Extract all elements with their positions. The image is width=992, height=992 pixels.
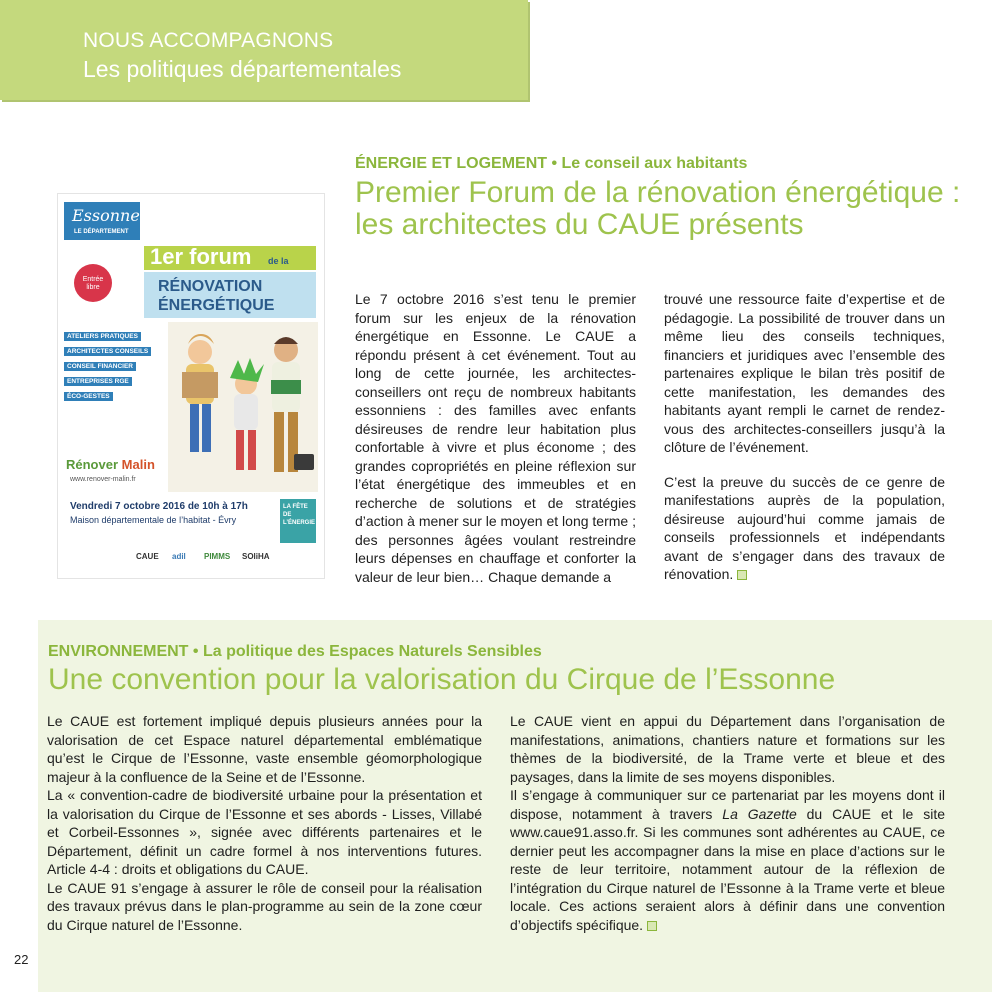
article2-paragraph-end — [510, 786, 945, 934]
article2-column2 — [510, 712, 945, 934]
logo-subtext: LE DÉPARTEMENT — [74, 229, 129, 235]
forum-poster-image — [57, 193, 325, 579]
essonne-logo — [64, 202, 140, 240]
page-number: 22 — [14, 952, 29, 967]
poster-url: www.renover-malin.fr — [70, 476, 136, 483]
article2-paragraph: La « convention-cadre de biodiversité urbaine pour la présentation et la valorisation du Cirque de l’Essonne et ses abords - Lisses, Villabé et Corbeil-Essonnes », signée avec différents partenaires et le Département, définit un cadre formel à nos interventions futures. Article 4-4 : droits et obligations du CAUE. — [47, 787, 482, 877]
badge-text: Entrée — [82, 276, 104, 283]
poster-tag: ATELIERS PRATIQUES — [64, 332, 141, 341]
fete-text: LA FÊTE DE L’ÉNERGIE — [283, 504, 316, 526]
gazette-title: La Gazette — [722, 805, 797, 822]
section-subtitle: Les politiques départementales — [83, 56, 402, 82]
partner-logo: SOliHA — [242, 552, 270, 561]
article2-column1 — [47, 712, 482, 934]
article2-kicker: ENVIRONNEMENT • La politique des Espaces Naturels Sensibles — [48, 643, 542, 660]
poster-reno-line: ÉNERGÉTIQUE — [158, 297, 275, 314]
article2-paragraph: Le CAUE est fortement impliqué depuis plusieurs années pour la valorisation de cet Espace naturel départemental emblématique qu’est le Cirque de l’Essonne, vaste ensemble géomorphologique majeur à la confluence de la Seine et de l’Essonne. — [47, 713, 482, 785]
article1-title-line2: les architectes du CAUE présents — [355, 208, 804, 241]
article2-text: du CAUE et le site www.caue91.asso.fr. Si les communes sont adhérentes au CAUE, ce dernier peut les accompagner dans la mise en place d’actions sur le reste de leur territoire, notamment autour de la réflexion de l’intégration du Cirque naturel de l’Essonne à la Trame verte et bleue locale. Ces actions seraient alors à définir dans une convention d’objectifs spécifique. — [510, 805, 945, 933]
article1-title-line1: Premier Forum de la rénovation énergétique : — [355, 176, 961, 209]
article1-paragraph-text: C’est la preuve du succès de ce genre de manifestations auprès de la population, désireuse aujourd’hui comme jamais de conseils professionnels et indépendants avant de s’engager dans des travaux de rénovation. — [664, 473, 945, 582]
article2-text: Il s’engage à communiquer sur ce partenariat par les moyens dont il dispose, notamment à travers — [510, 787, 945, 822]
poster-tag: CONSEIL FINANCIER — [64, 362, 136, 371]
end-of-article-icon — [647, 921, 657, 931]
partner-logo: PIMMS — [204, 552, 231, 561]
free-entry-badge — [74, 264, 112, 302]
logo-text: Essonne — [72, 206, 140, 225]
poster-place: Maison départementale de l’habitat - Évry — [70, 515, 237, 525]
article1-title — [355, 177, 965, 241]
partner-logos — [64, 546, 318, 572]
family-illustration-icon — [168, 322, 318, 492]
poster-tag: ARCHITECTES CONSEILS — [64, 347, 151, 356]
partner-logo: adil — [172, 552, 186, 561]
article1-column2 — [664, 290, 945, 600]
badge-text: libre — [86, 284, 100, 291]
poster-illustration — [168, 322, 318, 492]
poster-tag: ENTREPRISES RGE — [64, 377, 132, 386]
renover-text: Rénover — [66, 457, 119, 472]
article2-title: Une convention pour la valorisation du Cirque de l’Essonne — [48, 663, 836, 696]
article1-column1 — [355, 290, 636, 602]
poster-forum-text: 1er forum — [150, 244, 252, 269]
article1-kicker: ÉNERGIE ET LOGEMENT • Le conseil aux habitants — [355, 155, 748, 172]
partner-logo: CAUE — [136, 552, 159, 561]
poster-renovation-banner — [144, 272, 316, 318]
article2-paragraph: Le CAUE 91 s’engage à assurer le rôle de conseil pour la réalisation des travaux prévus dans le plan-programme au sein de la zone cœur du Cirque naturel de l’Essonne. — [47, 879, 482, 933]
article1-paragraph: trouvé une ressource faite d’expertise et de pédagogie. La possibilité de trouver dans un même lieu des conseils techniques, financiers et juridiques avec l’ensemble des partenaires explique le bilan très positif de cette manifestation, les demandes des habitants ayant rempli le carnet de rendez-vous des architectes-conseillers jusqu’à la clôture de l’événement. — [664, 291, 945, 455]
section-label: NOUS ACCOMPAGNONS — [83, 29, 334, 52]
poster-reno-line: RÉNOVATION — [158, 278, 263, 295]
article1-paragraph: Le 7 octobre 2016 s’est tenu le premier forum sur les enjeux de la rénovation énergétique en Essonne. Le CAUE a répondu présent à cet événement. Tout au long de cette journée, les architectes-conseillers ont reçu de nombreux habitants essonniens : des familles avec enfants désireuses de rendre leur habitation plus confortable à vivre et plus économe ; des grandes copropriétés en pleine réflexion sur l’état énergétique des immeubles et en recherche de solutions et de stratégies d’action à mener sur le moyen et long terme ; des personnes âgées voulant restreindre leurs dépenses en chauffage et conforter la valeur de leur bien… Chaque demande a — [355, 291, 636, 585]
article2-paragraph: Le CAUE vient en appui du Département dans l’organisation de manifestations, animations, chantiers nature et formations sur les thèmes de la biodiversité, de la Trame verte et bleue et des paysages, dans la limite de ses moyens disponibles. — [510, 713, 945, 785]
fete-energie-logo — [280, 499, 316, 543]
renover-malin-logo — [66, 457, 155, 472]
malin-text: Malin — [121, 457, 155, 472]
section-header-band — [0, 0, 528, 100]
article1-paragraph-end — [664, 473, 945, 584]
end-of-article-icon — [737, 570, 747, 580]
poster-date: Vendredi 7 octobre 2016 de 10h à 17h — [70, 501, 248, 512]
poster-forum-suffix: de la — [268, 256, 289, 266]
poster-forum-banner — [144, 246, 316, 270]
poster-tag: ÉCO-GESTES — [64, 392, 113, 401]
